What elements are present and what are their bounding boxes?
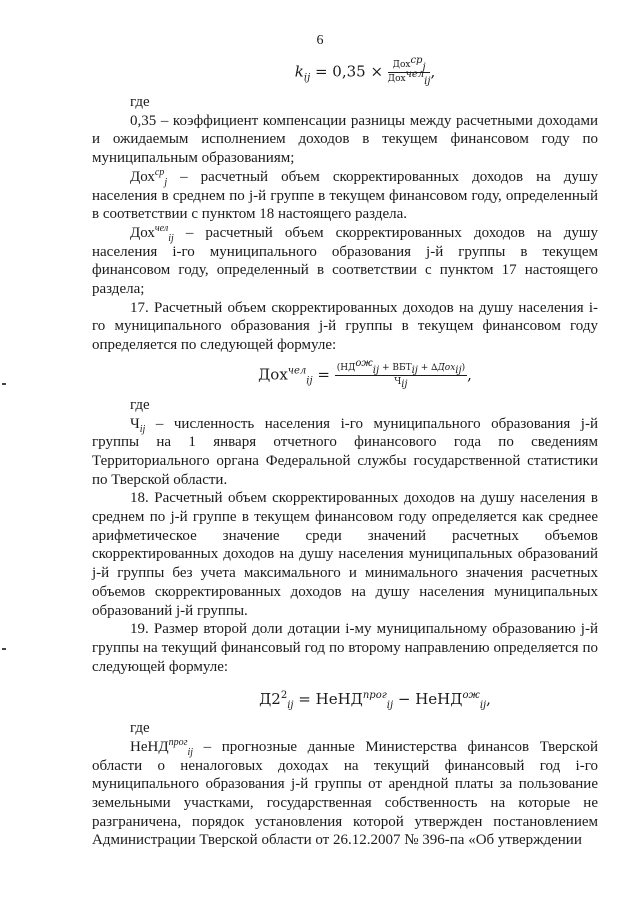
formula-punctuation: ,	[430, 62, 436, 81]
where-label: где	[130, 94, 150, 110]
formula-subscript: ij	[168, 232, 174, 244]
definition-coefficient	[92, 112, 598, 168]
margin-mark	[2, 383, 6, 385]
formula-superscript: ср	[154, 166, 165, 178]
paragraph-18: 18. Расчетный объем скорректированных доходов на душу населения в среднем по j-й группе в текущем финансовом году определяется как среднее арифметическое значение среди значений расчетных объемов скорректированных доходов на душу населения муниципальных образований j-й группы без учета максимального и минимального значения расчетных объемов скорректированных доходов на душу населения муниципальных образований j-й группы.	[92, 490, 598, 619]
formula-superscript: 2	[280, 690, 288, 702]
fraction-numerator-term: + ВБТ	[379, 362, 412, 373]
formula-subscript: ij	[372, 364, 380, 376]
formula-punctuation: ,	[486, 690, 491, 709]
definition-term: Ч	[130, 415, 140, 432]
formula-subscript: j	[164, 176, 168, 188]
formula-symbol: Дох	[258, 365, 288, 384]
formula-d2	[92, 690, 598, 712]
page-number: 6	[316, 33, 324, 48]
formula-subscript: ij	[455, 364, 462, 376]
paragraph-19: 19. Размер второй доли дотации i-му муниципальному образованию j-й группы на текущий финансовый год по второму направлению определяется по следующей формуле:	[92, 621, 598, 675]
paragraph-17: 17. Расчетный объем скорректированных доходов на душу населения i-го муниципального образования j-й группы в текущем финансовом году определяется по следующей формуле:	[92, 299, 598, 354]
definition-term: НеНД	[130, 738, 169, 755]
formula-operator: = НеНД	[293, 690, 363, 709]
formula-fraction	[387, 55, 431, 87]
formula-superscript: чел	[154, 222, 169, 234]
definition-population	[92, 415, 598, 490]
formula-fraction	[335, 357, 467, 390]
fraction-denominator: Ч	[394, 376, 402, 387]
definition-text: – численность населения i-го муниципального образования j-й группы на 1 января отчетного финансового года по сведениям Территориального органа Федеральной службы государственной статистики по Тверской области.	[92, 415, 598, 488]
formula-punctuation: ,	[467, 365, 472, 384]
formula-superscript: ож	[355, 357, 373, 369]
formula-subscript: ij	[411, 364, 418, 376]
fraction-numerator-term: + ∆Дох	[417, 362, 456, 373]
formula-operator: =	[312, 365, 335, 384]
formula-subscript: ij	[139, 423, 146, 435]
formula-dox-chel	[92, 357, 598, 390]
definition-term: Дох	[130, 168, 155, 185]
formula-symbol: k	[294, 62, 304, 81]
where-label: где	[130, 396, 150, 413]
formula-subscript: ij	[287, 700, 294, 712]
definition-text: – расчетный объем скорректированных доходов на душу населения в среднем по j-й группе в текущем финансовом году, определенный в соответствии с пунктом 18 настоящего раздела.	[92, 168, 598, 223]
where-label: где	[130, 720, 150, 737]
formula-subscript: ij	[187, 746, 194, 758]
margin-mark	[2, 648, 6, 650]
formula-subscript: ij	[386, 700, 394, 712]
definition-text: – коэффициент компенсации разницы между расчетными доходами и ожидаемым исполнением доходов в текущем финансовом году по муниципальным образованиям;	[92, 112, 598, 167]
formula-subscript: ij	[303, 72, 311, 84]
formula-symbol: Д2	[259, 690, 281, 709]
formula-subscript: ij	[306, 375, 313, 387]
formula-subscript: ij	[479, 700, 487, 712]
definition-term: 0,35	[130, 112, 157, 129]
formula-operator: = 0,35 ×	[310, 62, 388, 81]
fraction-numerator: Дох	[392, 60, 411, 70]
definition-dox-sr	[92, 168, 598, 224]
formula-superscript: чел	[287, 365, 307, 377]
formula-superscript: чел	[405, 69, 425, 80]
definition-nend	[92, 738, 598, 850]
formula-subscript: ij	[401, 378, 408, 390]
fraction-denominator: Дох	[387, 74, 406, 84]
formula-superscript: прог	[362, 690, 387, 702]
formula-subscript: j	[422, 61, 426, 73]
formula-operator: − НеНД	[393, 690, 463, 709]
definition-text: – расчетный объем скорректированных доходов на душу населения i-го муниципального образования j-й группы в текущем финансовом году, определенный в соответствии с пунктом 17 настоящего раздела;	[92, 224, 598, 298]
formula-superscript: ож	[462, 690, 480, 702]
definition-dox-chel	[92, 224, 598, 299]
formula-punctuation: )	[461, 362, 466, 373]
definition-term: Дох	[130, 224, 155, 241]
definition-text: – прогнозные данные Министерства финансов Тверской области о неналоговых доходах на текущий финансовый год i-го муниципального образования j-й группы от арендной платы за пользование земельными участками, государственная собственность на которые не разграничена, порядок установления которой утвержден постановлением Администрации Тверской области от 26.12.2007 № 396-па «Об утверждении	[92, 738, 598, 849]
document-body	[92, 55, 598, 850]
fraction-numerator: (НД	[336, 362, 356, 373]
formula-superscript: ср	[410, 55, 423, 66]
formula-superscript: прог	[168, 736, 188, 748]
formula-k-ij	[92, 55, 598, 87]
formula-subscript: ij	[424, 75, 431, 87]
